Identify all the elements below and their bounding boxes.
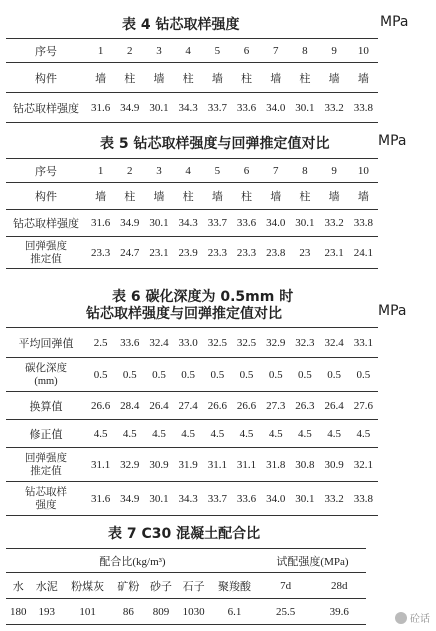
table-row bbox=[6, 392, 378, 420]
column-number: 1 bbox=[86, 39, 115, 63]
table-cell: 4.5 bbox=[261, 420, 290, 448]
table-cell: 4.5 bbox=[115, 420, 144, 448]
table4-unit: MPa bbox=[380, 14, 409, 30]
table-cell: 30.1 bbox=[290, 482, 319, 516]
table-cell: 23.9 bbox=[174, 237, 203, 269]
table-cell: 34.3 bbox=[174, 482, 203, 516]
table6-unit: MPa bbox=[378, 303, 407, 319]
table-cell: 34.0 bbox=[261, 93, 290, 123]
row-label: 钻芯取样强度 bbox=[6, 210, 86, 237]
table-cell: 28.4 bbox=[115, 392, 144, 420]
column-number: 2 bbox=[115, 39, 144, 63]
row-label: 换算值 bbox=[6, 392, 86, 420]
table7-group-header-row bbox=[6, 549, 366, 573]
table-cell: 32.5 bbox=[232, 328, 261, 358]
table-cell: 柱 bbox=[115, 183, 144, 210]
table7-column-header: 28d bbox=[312, 573, 366, 599]
table7-column-header: 矿粉 bbox=[112, 573, 145, 599]
table-row bbox=[6, 183, 378, 210]
table-cell: 33.6 bbox=[115, 328, 144, 358]
table-cell: 墙 bbox=[203, 183, 232, 210]
table-cell: 30.8 bbox=[290, 448, 319, 482]
table6-caption-line2: 钻芯取样强度与回弹推定值对比 bbox=[86, 306, 282, 322]
table-cell: 31.9 bbox=[174, 448, 203, 482]
mix-ratio-header: 配合比(kg/m³) bbox=[6, 549, 259, 573]
table-cell: 23.3 bbox=[232, 237, 261, 269]
table5-unit: MPa bbox=[378, 133, 407, 149]
table7-column-header: 水泥 bbox=[30, 573, 63, 599]
table-cell: 26.6 bbox=[232, 392, 261, 420]
table-cell: 4.5 bbox=[144, 420, 173, 448]
table-cell: 0.5 bbox=[144, 358, 173, 392]
table-cell: 34.9 bbox=[115, 93, 144, 123]
table-cell: 23 bbox=[290, 237, 319, 269]
table-cell: 33.2 bbox=[320, 93, 349, 123]
table-cell: 32.1 bbox=[349, 448, 378, 482]
row-label: 碳化深度 (mm) bbox=[6, 358, 86, 392]
table-cell: 4.5 bbox=[349, 420, 378, 448]
table-row bbox=[6, 63, 378, 93]
table-cell: 32.9 bbox=[115, 448, 144, 482]
table-row bbox=[6, 210, 378, 237]
column-number: 8 bbox=[290, 39, 319, 63]
table-cell: 2.5 bbox=[86, 328, 115, 358]
table7-cell: 180 bbox=[6, 599, 30, 625]
table-cell: 柱 bbox=[174, 63, 203, 93]
table-header-row bbox=[6, 39, 378, 63]
table-cell: 26.4 bbox=[144, 392, 173, 420]
table5 bbox=[6, 158, 378, 269]
table-cell: 31.1 bbox=[86, 448, 115, 482]
table-cell: 30.1 bbox=[144, 210, 173, 237]
table-cell: 4.5 bbox=[86, 420, 115, 448]
table7-column-header: 聚羧酸 bbox=[210, 573, 259, 599]
table-cell: 23.8 bbox=[261, 237, 290, 269]
table-cell: 23.1 bbox=[320, 237, 349, 269]
trial-strength-header: 试配强度(MPa) bbox=[259, 549, 366, 573]
table-cell: 34.9 bbox=[115, 210, 144, 237]
table-cell: 墙 bbox=[144, 183, 173, 210]
table-cell: 0.5 bbox=[86, 358, 115, 392]
table-cell: 0.5 bbox=[290, 358, 319, 392]
table-cell: 34.3 bbox=[174, 210, 203, 237]
column-number: 10 bbox=[349, 39, 378, 63]
table-cell: 33.7 bbox=[203, 482, 232, 516]
table-cell: 31.8 bbox=[261, 448, 290, 482]
table-cell: 墙 bbox=[261, 183, 290, 210]
table-cell: 32.5 bbox=[203, 328, 232, 358]
table-cell: 4.5 bbox=[174, 420, 203, 448]
table-cell: 墙 bbox=[320, 183, 349, 210]
table7-cell: 193 bbox=[30, 599, 63, 625]
table7-cell: 39.6 bbox=[312, 599, 366, 625]
table7-caption: 表 7 C30 混凝土配合比 bbox=[108, 526, 261, 542]
table-cell: 墙 bbox=[86, 63, 115, 93]
table-cell: 墙 bbox=[349, 183, 378, 210]
table-cell: 23.3 bbox=[86, 237, 115, 269]
table-cell: 墙 bbox=[86, 183, 115, 210]
table-cell: 27.3 bbox=[261, 392, 290, 420]
table-cell: 31.1 bbox=[203, 448, 232, 482]
table-row bbox=[6, 448, 378, 482]
table-cell: 34.0 bbox=[261, 210, 290, 237]
table6 bbox=[6, 327, 378, 516]
table-cell: 0.5 bbox=[115, 358, 144, 392]
row-label: 构件 bbox=[6, 63, 86, 93]
table7-cell: 25.5 bbox=[259, 599, 312, 625]
table-row bbox=[6, 328, 378, 358]
table-cell: 26.6 bbox=[203, 392, 232, 420]
column-number: 3 bbox=[144, 39, 173, 63]
row-label: 序号 bbox=[6, 39, 86, 63]
table-cell: 33.7 bbox=[203, 210, 232, 237]
column-number: 4 bbox=[174, 39, 203, 63]
table-row bbox=[6, 358, 378, 392]
table7-cell: 1030 bbox=[177, 599, 210, 625]
watermark bbox=[395, 610, 430, 625]
column-number: 3 bbox=[144, 159, 173, 183]
table-cell: 33.7 bbox=[203, 93, 232, 123]
table7-column-header: 粉煤灰 bbox=[63, 573, 112, 599]
column-number: 6 bbox=[232, 39, 261, 63]
table-cell: 27.6 bbox=[349, 392, 378, 420]
table-cell: 墙 bbox=[144, 63, 173, 93]
table-cell: 31.6 bbox=[86, 93, 115, 123]
row-label: 回弹强度 推定值 bbox=[6, 448, 86, 482]
table4 bbox=[6, 38, 378, 123]
row-label: 序号 bbox=[6, 159, 86, 183]
table4-caption: 表 4 钻芯取样强度 bbox=[122, 17, 240, 33]
table-cell: 30.9 bbox=[144, 448, 173, 482]
table-cell: 33.6 bbox=[232, 482, 261, 516]
table-cell: 0.5 bbox=[349, 358, 378, 392]
table-cell: 31.6 bbox=[86, 210, 115, 237]
table-cell: 33.8 bbox=[349, 482, 378, 516]
table-cell: 34.9 bbox=[115, 482, 144, 516]
column-number: 2 bbox=[115, 159, 144, 183]
table-cell: 31.6 bbox=[86, 482, 115, 516]
table7-cell: 6.1 bbox=[210, 599, 259, 625]
table-cell: 柱 bbox=[232, 63, 261, 93]
table-cell: 30.1 bbox=[290, 210, 319, 237]
column-number: 5 bbox=[203, 39, 232, 63]
table-row bbox=[6, 93, 378, 123]
table-cell: 4.5 bbox=[290, 420, 319, 448]
table-cell: 33.2 bbox=[320, 210, 349, 237]
table-cell: 30.1 bbox=[144, 482, 173, 516]
table-cell: 24.7 bbox=[115, 237, 144, 269]
table-row bbox=[6, 420, 378, 448]
column-number: 5 bbox=[203, 159, 232, 183]
column-number: 7 bbox=[261, 39, 290, 63]
table-cell: 4.5 bbox=[232, 420, 261, 448]
row-label: 钻芯取样 强度 bbox=[6, 482, 86, 516]
table-cell: 26.6 bbox=[86, 392, 115, 420]
table-cell: 32.9 bbox=[261, 328, 290, 358]
table-cell: 0.5 bbox=[203, 358, 232, 392]
table-cell: 墙 bbox=[320, 63, 349, 93]
column-number: 1 bbox=[86, 159, 115, 183]
table5-caption: 表 5 钻芯取样强度与回弹推定值对比 bbox=[100, 136, 330, 152]
row-label: 回弹强度 推定值 bbox=[6, 237, 86, 269]
table-cell: 30.9 bbox=[320, 448, 349, 482]
table-cell: 柱 bbox=[290, 183, 319, 210]
column-number: 9 bbox=[320, 39, 349, 63]
table-cell: 0.5 bbox=[261, 358, 290, 392]
table-cell: 34.3 bbox=[174, 93, 203, 123]
table-cell: 32.3 bbox=[290, 328, 319, 358]
table7-cell: 86 bbox=[112, 599, 145, 625]
row-label: 钻芯取样强度 bbox=[6, 93, 86, 123]
table6-caption-line1: 表 6 碳化深度为 0.5mm 时 bbox=[112, 289, 294, 305]
table-cell: 墙 bbox=[261, 63, 290, 93]
table7-cell: 809 bbox=[145, 599, 178, 625]
table-cell: 23.1 bbox=[144, 237, 173, 269]
column-number: 10 bbox=[349, 159, 378, 183]
table-cell: 墙 bbox=[203, 63, 232, 93]
watermark-logo-icon bbox=[395, 612, 407, 624]
column-number: 9 bbox=[320, 159, 349, 183]
table-cell: 4.5 bbox=[203, 420, 232, 448]
table-cell: 31.1 bbox=[232, 448, 261, 482]
table7-value-row bbox=[6, 599, 366, 625]
table-cell: 26.4 bbox=[320, 392, 349, 420]
table-cell: 0.5 bbox=[232, 358, 261, 392]
table-cell: 33.2 bbox=[320, 482, 349, 516]
table-cell: 26.3 bbox=[290, 392, 319, 420]
table7-column-header: 石子 bbox=[177, 573, 210, 599]
table-cell: 0.5 bbox=[320, 358, 349, 392]
column-number: 7 bbox=[261, 159, 290, 183]
table-cell: 柱 bbox=[174, 183, 203, 210]
table-cell: 33.8 bbox=[349, 93, 378, 123]
table7-cell: 101 bbox=[63, 599, 112, 625]
column-number: 6 bbox=[232, 159, 261, 183]
table-cell: 24.1 bbox=[349, 237, 378, 269]
table7 bbox=[6, 548, 366, 625]
table-cell: 柱 bbox=[232, 183, 261, 210]
table-cell: 32.4 bbox=[320, 328, 349, 358]
table-cell: 27.4 bbox=[174, 392, 203, 420]
table-row bbox=[6, 237, 378, 269]
table-header-row bbox=[6, 159, 378, 183]
table-cell: 柱 bbox=[290, 63, 319, 93]
table-cell: 33.6 bbox=[232, 210, 261, 237]
table-cell: 0.5 bbox=[174, 358, 203, 392]
column-number: 4 bbox=[174, 159, 203, 183]
table-cell: 4.5 bbox=[320, 420, 349, 448]
table-cell: 30.1 bbox=[144, 93, 173, 123]
table-cell: 30.1 bbox=[290, 93, 319, 123]
column-number: 8 bbox=[290, 159, 319, 183]
table-cell: 32.4 bbox=[144, 328, 173, 358]
row-label: 构件 bbox=[6, 183, 86, 210]
row-label: 修正值 bbox=[6, 420, 86, 448]
table-cell: 23.3 bbox=[203, 237, 232, 269]
table7-column-header: 水 bbox=[6, 573, 30, 599]
table-cell: 33.0 bbox=[174, 328, 203, 358]
table-cell: 33.8 bbox=[349, 210, 378, 237]
table-cell: 墙 bbox=[349, 63, 378, 93]
table7-column-header: 7d bbox=[259, 573, 312, 599]
table-cell: 33.6 bbox=[232, 93, 261, 123]
table7-column-header-row bbox=[6, 573, 366, 599]
table-cell: 33.1 bbox=[349, 328, 378, 358]
table-row bbox=[6, 482, 378, 516]
table7-column-header: 砂子 bbox=[145, 573, 178, 599]
table-cell: 柱 bbox=[115, 63, 144, 93]
row-label: 平均回弹值 bbox=[6, 328, 86, 358]
watermark-text: 砼话 bbox=[410, 614, 430, 625]
table-cell: 34.0 bbox=[261, 482, 290, 516]
